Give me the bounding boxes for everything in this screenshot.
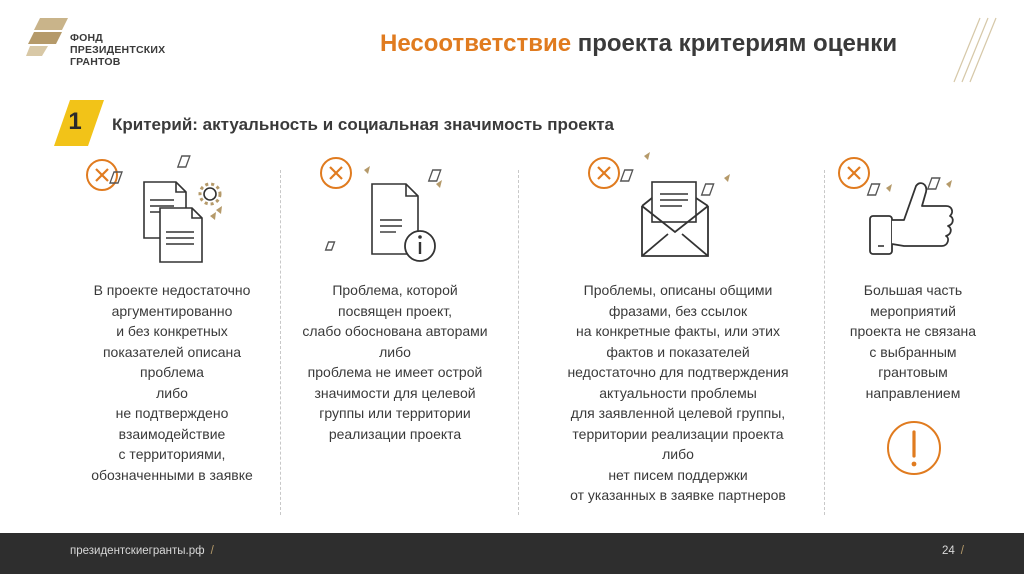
text-line: проблема не имеет острой	[307, 364, 483, 380]
document-info-icon	[290, 150, 500, 270]
column-divider	[824, 170, 825, 515]
text-line: с выбранным	[869, 343, 957, 360]
text-line: актуальности проблемы	[599, 384, 757, 401]
page-title	[380, 30, 897, 58]
text-line: либо	[156, 384, 188, 401]
text-line: показателей описана	[102, 343, 242, 360]
envelope-letter-icon	[548, 150, 808, 270]
text-line: Проблема, которой	[332, 282, 458, 298]
text-line: либо	[379, 343, 411, 360]
criterion-number-badge	[54, 100, 104, 146]
footer-slash: /	[210, 545, 214, 557]
text-line: либо	[662, 446, 694, 462]
text-line: проблема	[140, 364, 204, 380]
text-line: проекта не связана	[849, 323, 977, 339]
footer-slash: /	[960, 545, 964, 557]
footer-site	[70, 545, 214, 557]
text-line: аргументированно	[111, 302, 233, 319]
criterion-title: Критерий: актуальность и социальная значимость проекта	[112, 115, 614, 134]
text-line: недостаточно для подтверждения	[567, 364, 789, 380]
footer-site-link[interactable]: президентскиегранты.рф	[70, 545, 205, 557]
page-title-accent: Несоответствие	[380, 30, 572, 57]
text-line: направлением	[865, 384, 961, 401]
decorative-stripes-icon	[950, 16, 1000, 86]
page-number: 24	[942, 545, 955, 557]
logo-line-2: ПРЕЗИДЕНТСКИХ	[70, 44, 166, 56]
criterion-column-4-text	[830, 280, 996, 403]
page-title-rest: проекта критериям оценки	[577, 30, 898, 57]
criterion-column-1-text	[76, 280, 268, 485]
text-line: фразами, без ссылок	[608, 302, 748, 319]
text-line: слабо обоснована авторами	[302, 323, 488, 339]
criterion-column-2-text	[290, 280, 500, 444]
footer-page-number	[942, 545, 964, 557]
logo	[26, 16, 196, 72]
text-line: нет писем поддержки	[608, 466, 748, 483]
column-divider	[518, 170, 519, 515]
logo-line-1: ФОНД	[70, 32, 103, 44]
text-line: и без конкретных	[116, 323, 228, 339]
text-line: на конкретные факты, или этих	[576, 323, 780, 339]
criterion-number: 1	[68, 108, 82, 135]
text-line: не подтверждено	[115, 405, 229, 421]
text-line: территории реализации проекта	[572, 425, 784, 442]
text-line: В проекте недостаточно	[93, 282, 251, 298]
text-line: реализации проекта	[328, 425, 462, 442]
text-line: с территориями,	[118, 446, 226, 462]
documents-gear-icon	[76, 150, 268, 270]
text-line: группы или территории	[319, 405, 471, 421]
text-line: Проблемы, описаны общими	[583, 282, 773, 298]
logo-line-3: ГРАНТОВ	[70, 56, 121, 68]
column-divider	[280, 170, 281, 515]
text-line: взаимодействие	[118, 425, 226, 442]
text-line: для заявленной целевой группы,	[570, 405, 786, 421]
text-line: фактов и показателей	[606, 343, 750, 360]
text-line: Большая часть	[863, 282, 963, 298]
footer	[0, 533, 1024, 574]
text-line: обозначенными в заявке	[91, 466, 253, 483]
thumbs-up-phone-icon	[830, 150, 996, 270]
text-line: от указанных в заявке партнеров	[570, 487, 786, 503]
text-line: посвящен проект,	[338, 302, 452, 319]
criterion-column-3-text	[548, 280, 808, 506]
text-line: значимости для целевой	[314, 384, 476, 401]
exclamation-icon	[884, 420, 944, 480]
logo-mark-icon	[26, 16, 70, 58]
text-line: грантовым	[878, 364, 948, 380]
logo-text	[70, 32, 165, 68]
text-line: мероприятий	[870, 302, 956, 319]
